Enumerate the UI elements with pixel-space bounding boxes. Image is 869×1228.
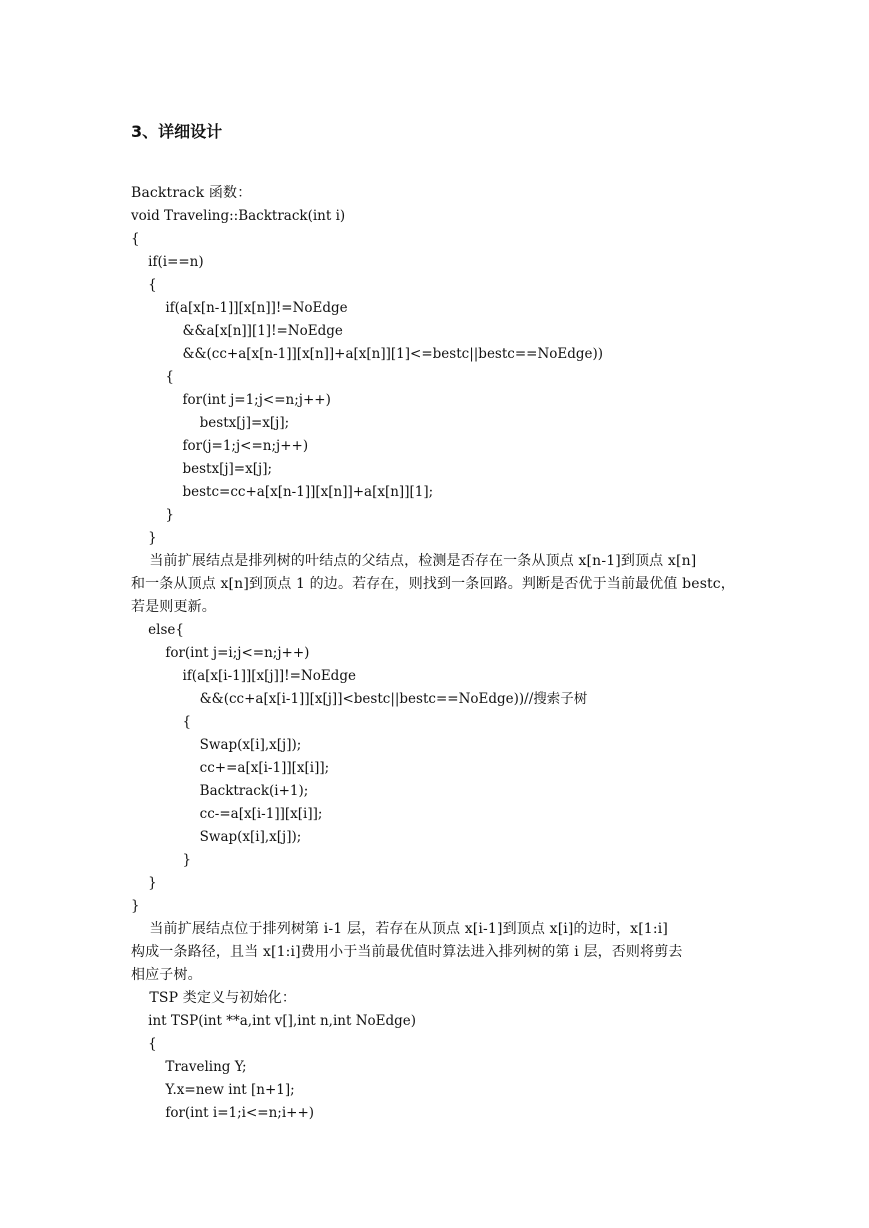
code-line: void Traveling::Backtrack(int i)	[131, 208, 346, 224]
code-line: if(a[x[n-1]][x[n]]!=NoEdge	[131, 300, 348, 316]
code-line: for(int i=1;i<=n;i++)	[131, 1105, 315, 1121]
paragraph-line: 相应子树。	[131, 967, 202, 983]
code-line: for(j=1;j<=n;j++)	[131, 438, 309, 454]
code-line: Swap(x[i],x[j]);	[131, 829, 302, 845]
document-body	[131, 182, 751, 1125]
code-line: Y.x=new int [n+1];	[131, 1082, 295, 1098]
code-line: {	[131, 1036, 157, 1052]
code-line: if(i==n)	[131, 254, 204, 270]
code-line: {	[131, 277, 157, 293]
paragraph-line: 构成一条路径，且当 x[1:i]费用小于当前最优值时算法进入排列树的第 i 层，否则将剪去	[131, 944, 683, 960]
code-line: }	[131, 530, 157, 546]
paragraph-line: 当前扩展结点是排列树的叶结点的父结点，检测是否存在一条从顶点 x[n-1]到顶点 x[n]	[131, 553, 697, 569]
code-line: {	[131, 231, 140, 247]
code-line: }	[131, 507, 174, 523]
code-line: {	[131, 369, 174, 385]
code-line: Traveling Y;	[131, 1059, 247, 1075]
code-line: {	[131, 714, 192, 730]
code-line: }	[131, 898, 140, 914]
paragraph-line: TSP 类定义与初始化：	[131, 990, 296, 1006]
code-line: &&(cc+a[x[i-1]][x[j]]<bestc||bestc==NoEdge))//搜索子树	[131, 691, 588, 707]
code-line: Swap(x[i],x[j]);	[131, 737, 302, 753]
code-line: bestc=cc+a[x[n-1]][x[n]]+a[x[n]][1];	[131, 484, 434, 500]
code-line: if(a[x[i-1]][x[j]]!=NoEdge	[131, 668, 356, 684]
paragraph-line: Backtrack 函数：	[131, 185, 252, 201]
code-line: for(int j=i;j<=n;j++)	[131, 645, 310, 661]
code-line: Backtrack(i+1);	[131, 783, 309, 799]
code-line: }	[131, 852, 192, 868]
paragraph-line: 若是则更新。	[131, 599, 216, 615]
code-line: int TSP(int **a,int v[],int n,int NoEdge)	[131, 1013, 417, 1029]
code-line: bestx[j]=x[j];	[131, 415, 290, 431]
code-line: else{	[131, 622, 184, 638]
section-heading: 3、详细设计	[131, 122, 223, 141]
code-line: &&(cc+a[x[n-1]][x[n]]+a[x[n]][1]<=bestc||bestc==NoEdge))	[131, 346, 604, 362]
code-line: bestx[j]=x[j];	[131, 461, 273, 477]
code-line: cc+=a[x[i-1]][x[i]];	[131, 760, 330, 776]
paragraph-line: 当前扩展结点位于排列树第 i-1 层，若存在从顶点 x[i-1]到顶点 x[i]的边时，x[1:i]	[131, 921, 668, 937]
paragraph-line: 和一条从顶点 x[n]到顶点 1 的边。若存在，则找到一条回路。判断是否优于当前最优值 bestc，	[131, 576, 735, 592]
code-line: for(int j=1;j<=n;j++)	[131, 392, 331, 408]
code-line: cc-=a[x[i-1]][x[i]];	[131, 806, 323, 822]
code-line: }	[131, 875, 157, 891]
code-line: &&a[x[n]][1]!=NoEdge	[131, 323, 343, 339]
